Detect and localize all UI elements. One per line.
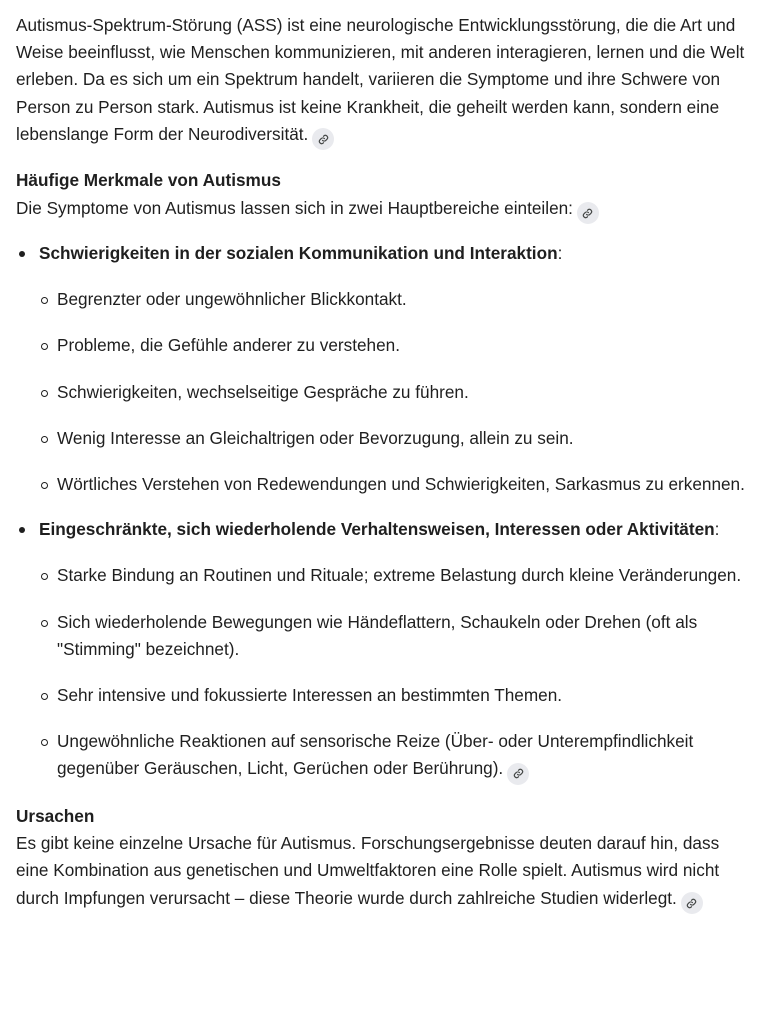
link-icon bbox=[582, 208, 593, 219]
intro-paragraph bbox=[16, 12, 754, 150]
symptom-list bbox=[39, 286, 754, 498]
category-title: Eingeschränkte, sich wiederholende Verhaltensweisen, Interessen oder Aktivitäten bbox=[39, 519, 715, 540]
link-icon bbox=[686, 898, 697, 909]
circle-bullet-icon bbox=[41, 297, 48, 304]
symptom-category-list bbox=[16, 240, 754, 785]
circle-bullet-icon bbox=[41, 390, 48, 397]
list-item-text: Begrenzter oder ungewöhnlicher Blickkontakt. bbox=[57, 289, 407, 310]
list-item-text: Sehr intensive und fokussierte Interessen an bestimmten Themen. bbox=[57, 685, 563, 706]
list-item-text: Starke Bindung an Routinen und Rituale; extreme Belastung durch kleine Veränderungen. bbox=[57, 565, 742, 586]
bullet-icon bbox=[19, 251, 25, 257]
section-heading-merkmale: Häufige Merkmale von Autismus bbox=[16, 170, 281, 191]
source-link-chip[interactable] bbox=[681, 892, 703, 914]
list-item bbox=[39, 682, 754, 709]
list-item-text: Wörtliches Verstehen von Redewendungen und Schwierigkeiten, Sarkasmus zu erkennen. bbox=[57, 474, 745, 495]
category-item bbox=[16, 516, 754, 785]
list-item bbox=[39, 332, 754, 359]
link-icon bbox=[513, 768, 524, 779]
ursachen-paragraph bbox=[16, 830, 754, 914]
circle-bullet-icon bbox=[41, 573, 48, 580]
symptom-list bbox=[39, 562, 754, 785]
list-item bbox=[39, 379, 754, 406]
list-item-text: Schwierigkeiten, wechselseitige Gespräche zu führen. bbox=[57, 381, 469, 402]
list-item-text: Wenig Interesse an Gleichaltrigen oder Bevorzugung, allein zu sein. bbox=[57, 427, 574, 448]
category-colon: : bbox=[557, 243, 563, 264]
circle-bullet-icon bbox=[41, 482, 48, 489]
list-item bbox=[39, 609, 754, 663]
ursachen-text: Es gibt keine einzelne Ursache für Autismus. Forschungsergebnisse deuten darauf hin, dass eine Kombination aus genetischen und Umweltfaktoren eine Rolle spielt. Autismus wird nicht durch Impfungen verursacht – diese Theorie wurde durch zahlreiche Studien widerlegt. bbox=[16, 833, 720, 908]
bullet-icon bbox=[19, 527, 25, 533]
source-link-chip[interactable] bbox=[312, 128, 334, 150]
source-link-chip[interactable] bbox=[577, 202, 599, 224]
circle-bullet-icon bbox=[41, 693, 48, 700]
category-colon: : bbox=[714, 519, 720, 540]
section-heading-ursachen: Ursachen bbox=[16, 805, 95, 826]
source-link-chip[interactable] bbox=[507, 763, 529, 785]
list-item bbox=[39, 425, 754, 452]
circle-bullet-icon bbox=[41, 739, 48, 746]
link-icon bbox=[318, 134, 329, 145]
list-item-text: Sich wiederholende Bewegungen wie Händeflattern, Schaukeln oder Drehen (oft als "Stimming" bezeichnet). bbox=[57, 611, 698, 659]
intro-text: Autismus-Spektrum-Störung (ASS) ist eine neurologische Entwicklungsstörung, die die Art und Weise beeinflusst, wie Menschen kommunizieren, mit anderen interagieren, lernen und die Welt erleben. Da es sich um ein Spektrum handelt, variieren die Symptome und ihre Schwere von Person zu Person stark. Autismus ist keine Krankheit, die geheilt werden kann, sondern eine lebenslange Form der Neurodiversität. bbox=[16, 15, 745, 144]
merkmale-text: Die Symptome von Autismus lassen sich in zwei Hauptbereiche einteilen: bbox=[16, 197, 573, 218]
list-item-text: Probleme, die Gefühle anderer zu verstehen. bbox=[57, 335, 400, 356]
category-title: Schwierigkeiten in der sozialen Kommunikation und Interaktion bbox=[39, 243, 558, 264]
merkmale-paragraph bbox=[16, 195, 754, 225]
list-item bbox=[39, 471, 754, 498]
list-item bbox=[39, 286, 754, 313]
category-item bbox=[16, 240, 754, 498]
circle-bullet-icon bbox=[41, 343, 48, 350]
list-item bbox=[39, 728, 754, 785]
circle-bullet-icon bbox=[41, 620, 48, 627]
circle-bullet-icon bbox=[41, 436, 48, 443]
list-item-text: Ungewöhnliche Reaktionen auf sensorische Reize (Über- oder Unterempfindlichkeit gegenüber Geräuschen, Licht, Gerüchen oder Berührung). bbox=[57, 731, 694, 779]
list-item bbox=[39, 562, 754, 589]
